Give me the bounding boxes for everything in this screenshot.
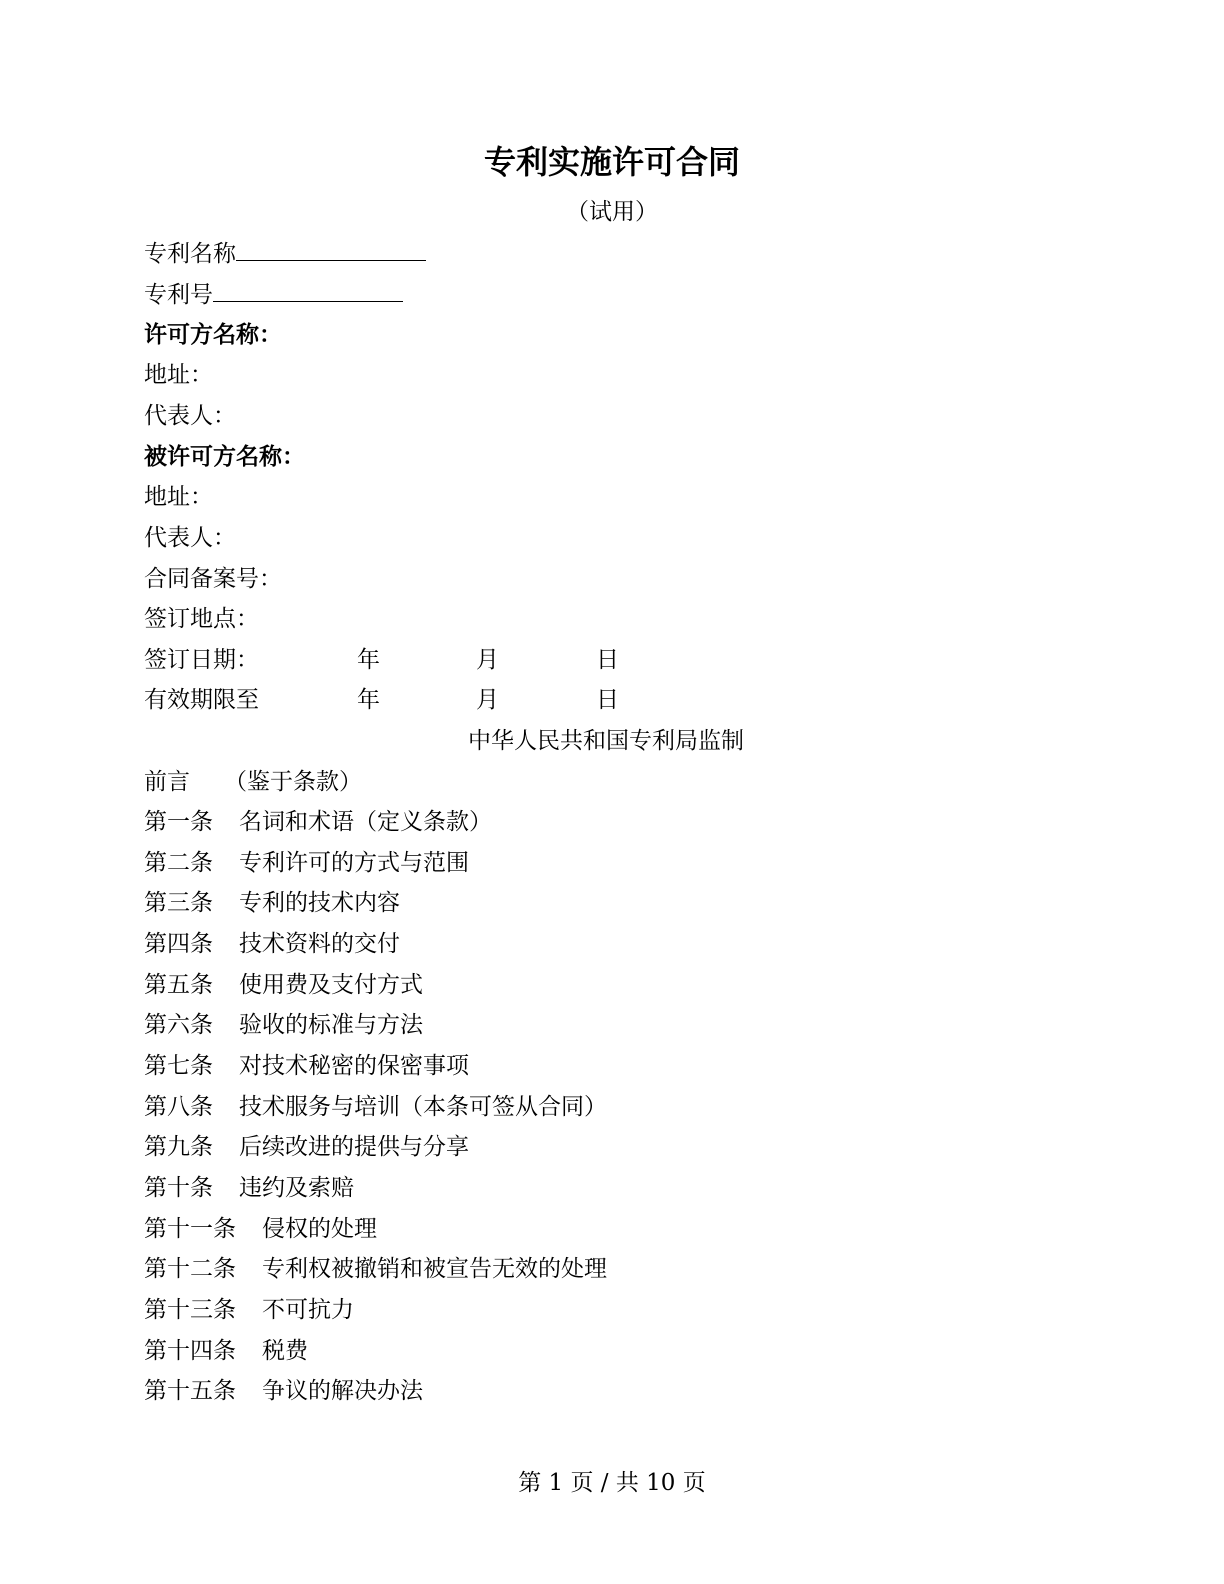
valid-until-month: 月 <box>476 687 499 713</box>
toc-item: 第七条 对技术秘密的保密事项 <box>144 1053 469 1079</box>
toc-item: 第五条 使用费及支付方式 <box>144 972 423 998</box>
toc-item: 第十三条 不可抗力 <box>144 1297 354 1323</box>
patent-name-label: 专利名称 <box>144 241 236 267</box>
toc-item: 前言 （鉴于条款） <box>144 769 362 795</box>
toc-item: 第十四条 税费 <box>144 1338 308 1364</box>
signing-place: 签订地点： <box>144 606 259 632</box>
valid-until-year: 年 <box>357 687 380 713</box>
patent-number-blank[interactable] <box>213 277 403 302</box>
patent-number-label: 专利号 <box>144 282 213 308</box>
toc-item: 第九条 后续改进的提供与分享 <box>144 1134 469 1160</box>
toc-item: 第三条 专利的技术内容 <box>144 890 400 916</box>
licensee-address: 地址： <box>144 484 213 510</box>
toc-item: 第八条 技术服务与培训（本条可签从合同） <box>144 1094 607 1120</box>
patent-name-blank[interactable] <box>236 236 426 261</box>
contract-record-number: 合同备案号： <box>144 566 282 592</box>
signing-date-label: 签订日期： <box>144 647 259 673</box>
toc-item: 第二条 专利许可的方式与范围 <box>144 850 469 876</box>
toc-item: 第一条 名词和术语（定义条款） <box>144 809 492 835</box>
page-footer: 第 1 页 / 共 10 页 <box>518 1470 706 1496</box>
licensee-representative: 代表人： <box>144 525 236 551</box>
signing-date-year: 年 <box>357 647 380 673</box>
toc-item: 第十一条 侵权的处理 <box>144 1216 377 1242</box>
patent-name-row <box>144 236 426 270</box>
valid-until-day: 日 <box>596 687 619 713</box>
toc-item: 第六条 验收的标准与方法 <box>144 1012 423 1038</box>
licensor-representative: 代表人： <box>144 403 236 429</box>
patent-number-row <box>144 277 403 311</box>
toc-item: 第十二条 专利权被撤销和被宣告无效的处理 <box>144 1256 607 1282</box>
signing-date-day: 日 <box>596 647 619 673</box>
licensor-address: 地址： <box>144 362 213 388</box>
licensor-heading: 许可方名称： <box>144 321 282 348</box>
document-subtitle: （试用） <box>566 199 658 225</box>
document-title: 专利实施许可合同 <box>483 143 740 181</box>
signing-date-month: 月 <box>476 647 499 673</box>
valid-until-label: 有效期限至 <box>144 687 259 713</box>
toc-item: 第十五条 争议的解决办法 <box>144 1378 423 1404</box>
supervisor-line: 中华人民共和国专利局监制 <box>468 728 744 754</box>
toc-item: 第十条 违约及索赔 <box>144 1175 354 1201</box>
toc-item: 第四条 技术资料的交付 <box>144 931 400 957</box>
licensee-heading: 被许可方名称： <box>144 443 305 470</box>
